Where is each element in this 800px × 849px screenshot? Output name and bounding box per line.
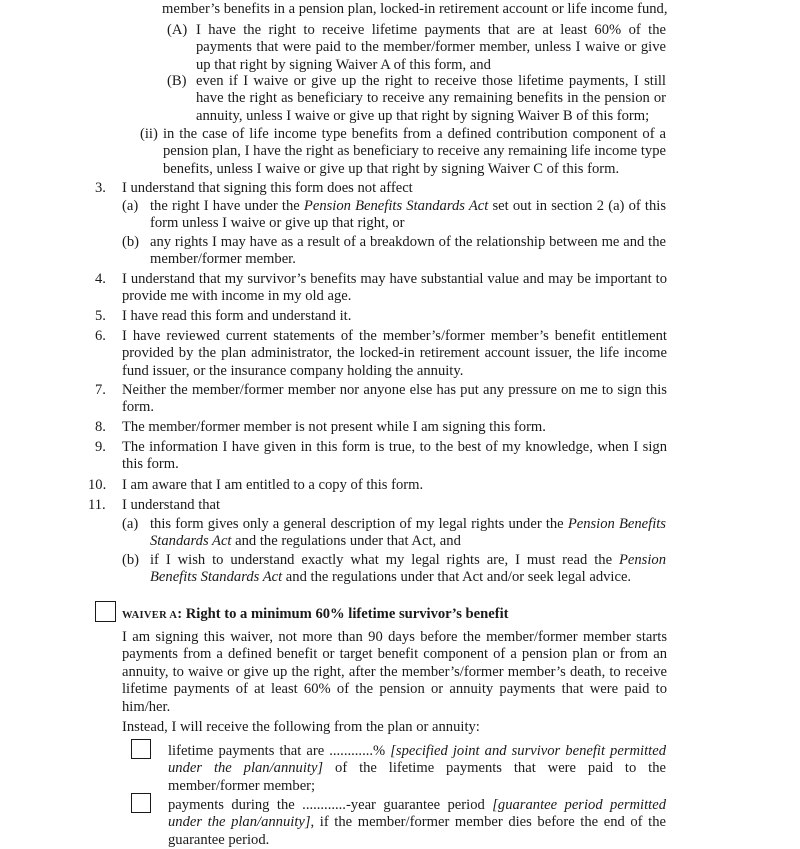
item-6-number: 6. (95, 328, 106, 344)
item-3a-label: (a) (122, 198, 139, 214)
waiver-a-instead: Instead, I will receive the following from the plan or annuity: (122, 719, 480, 735)
clause-b-text: even if I waive or give up the right to receive those lifetime payments, I still have the right as beneficiary to receive any remaining benefits in the pension or annuity, unless I waive or give up that right by signing Waiver B of this form; (196, 73, 666, 124)
clause-a-label: (A) (167, 22, 188, 38)
item-11-text: I understand that (122, 497, 221, 513)
item-3-text: I understand that signing this form does not affect (122, 180, 413, 196)
item-7-number: 7. (95, 382, 106, 398)
item-11a-text: this form gives only a general description of my legal rights under the Pension Benefits Standards Act and the regulations under that Act, and (150, 516, 666, 550)
item-7-text: Neither the member/former member nor anyone else has put any pressure on me to sign this form. (122, 382, 667, 416)
item-6-text: I have reviewed current statements of the member’s/former member’s benefit entitlement provided by the plan administrator, the locked-in retirement account issuer, the life income fund issuer, or the insurance company holding the annuity. (122, 328, 667, 379)
waiver-a-paragraph: I am signing this waiver, not more than 90 days before the member/former member starts payments from a defined benefit or target benefit component of a pension plan or from an annuity, to waive or give up the right, after the member’s/former member’s death, to receive lifetime payments of at least 60% of the pension or annuity payments that were paid to him/her. (122, 629, 667, 715)
item-10-number: 10. (88, 477, 107, 493)
item-9-text: The information I have given in this form is true, to the best of my knowledge, when I sign this form. (122, 439, 667, 473)
item-11b-label: (b) (122, 552, 140, 568)
item-8-number: 8. (95, 419, 106, 435)
item-3a-text: the right I have under the Pension Benefits Standards Act set out in section 2 (a) of this form unless I waive or give up that right, or (150, 198, 666, 232)
item-3-number: 3. (95, 180, 106, 196)
item-4-text: I understand that my survivor’s benefits may have substantial value and may be important to provide me with income in my old age. (122, 271, 667, 305)
item-9-number: 9. (95, 439, 106, 455)
intro-line: member’s benefits in a pension plan, locked-in retirement account or life income fund, (162, 1, 668, 17)
item-11-number: 11. (88, 497, 106, 513)
item-3b-label: (b) (122, 234, 140, 250)
item-8-text: The member/former member is not present while I am signing this form. (122, 419, 546, 435)
act-name: Pension Benefits Standards Act (150, 516, 666, 550)
act-name: Pension Benefits Standards Act (303, 198, 489, 214)
option-lifetime-payments-checkbox[interactable] (131, 739, 151, 759)
item-5-text: I have read this form and understand it. (122, 308, 352, 324)
waiver-a-checkbox[interactable] (95, 601, 116, 622)
item-11a-label: (a) (122, 516, 139, 532)
clause-ii-text: in the case of life income type benefits from a defined contribution component of a pension plan, I have the right as beneficiary to receive any remaining life income type benefits, unless I waive or give up that right by signing Waiver C of this form. (163, 126, 666, 177)
waiver-a-heading: WAIVER A: Right to a minimum 60% lifetime survivor’s benefit (122, 606, 509, 622)
clause-a-text: I have the right to receive lifetime payments that are at least 60% of the payments that were paid to the member/former member, unless I waive or give up that right by signing Waiver A of this form, and (196, 22, 666, 73)
clause-ii-label: (ii) (140, 126, 158, 142)
waiver-a-label: WAIVER A (122, 610, 178, 621)
item-5-number: 5. (95, 308, 106, 324)
item-3b-text: any rights I may have as a result of a breakdown of the relationship between me and the member/former member. (150, 234, 666, 268)
item-4-number: 4. (95, 271, 106, 287)
option-guarantee-period-text: payments during the ............-year guarantee period [guarantee period permitted under the plan/annuity], if the member/former member dies before the end of the guarantee period. (168, 797, 666, 848)
waiver-a-title: Right to a minimum 60% lifetime survivor’s benefit (185, 606, 509, 622)
act-name: Pension Benefits Standards Act (150, 552, 666, 586)
clause-b-label: (B) (167, 73, 187, 89)
item-11b-text: if I wish to understand exactly what my legal rights are, I must read the Pension Benefits Standards Act and the regulations under that Act and/or seek legal advice. (150, 552, 666, 586)
item-10-text: I am aware that I am entitled to a copy of this form. (122, 477, 424, 493)
option-lifetime-payments-text: lifetime payments that are ............% [specified joint and survivor benefit permitted under the plan/annuity] of the lifetime payments that were paid to the member/former member; (168, 743, 666, 794)
option-guarantee-period-checkbox[interactable] (131, 793, 151, 813)
